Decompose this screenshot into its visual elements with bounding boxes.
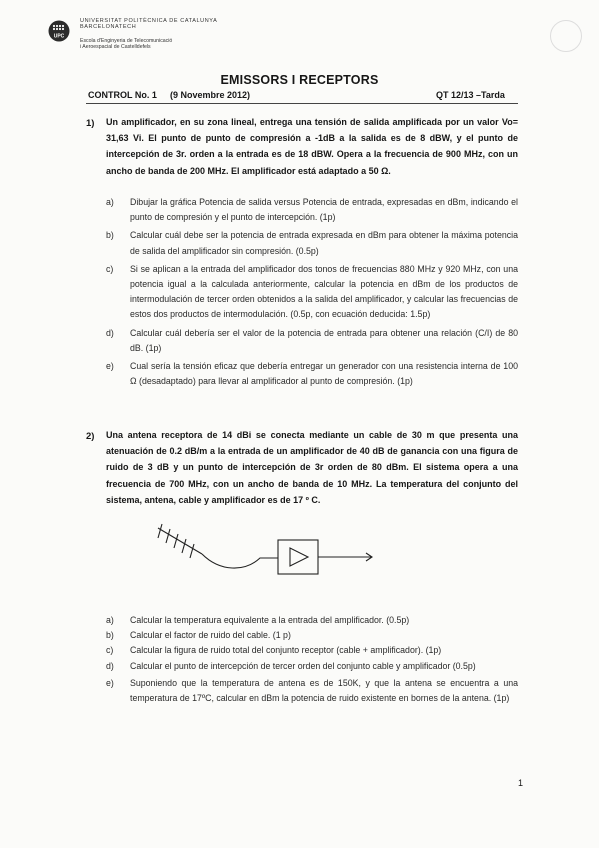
university-name xyxy=(80,18,217,30)
list-item: d) Calcular cuál debería ser el valor de la potencia de entrada para obtener una relación (C/I) de 80 dB. (1p) xyxy=(106,327,518,353)
antenna-boom xyxy=(158,528,202,554)
list-item: c) Calcular la figura de ruido total del conjunto receptor (cable + amplificador). (1p) xyxy=(106,645,442,656)
question-2-number: 2) xyxy=(86,431,95,442)
antenna-element xyxy=(166,529,170,543)
school-name xyxy=(80,38,172,50)
question-2-text: Una antena receptora de 14 dBi se conecta mediante un cable de 30 m que presenta una atenuación de 0.2 dB/m a la entrada de un amplificador de 40 dB de ganancia con una figura de ruido de 3 dB y un punto de intercepción de 3r orden de 80 dBm. El sistema opera a una frecuencia de 700 MHz, con un ancho de banda de 10 MHz. La temperatura del conjunto del sistema, antena, cable y amplificador es de 17 º C. xyxy=(106,430,518,505)
question-1-text: Un amplificador, en su zona lineal, entrega una tensión de salida amplificada por un valor Vo= 31,63 Vi. El punto de punto de compresión a -1dB a la salida es de 8 dBW, y el punto de intercepción de 3r. orden a la entrada es de 18 dBW. Opera a la frecuencia de 900 MHz, con un ancho de banda de 200 MHz. El amplificador está adaptado a 50 Ω. xyxy=(106,117,518,176)
list-item: b) Calcular el factor de ruido del cable. (1 p) xyxy=(106,630,291,641)
svg-text:UPC: UPC xyxy=(53,33,65,40)
term-label: QT 12/13 –Tarda xyxy=(436,90,505,100)
antenna-amplifier-diagram xyxy=(150,510,390,590)
amplifier-icon xyxy=(290,548,308,566)
control-number: CONTROL No. 1 xyxy=(88,90,157,100)
university-line-1: UNIVERSITAT POLITÈCNICA DE CATALUNYA xyxy=(80,18,218,24)
school-line-2: i Aeroespacial de Castelldefels xyxy=(80,44,151,50)
header-divider xyxy=(86,103,518,104)
university-line-2: BARCELONATECH xyxy=(80,24,137,31)
list-item: a) Dibujar la gráfica Potencia de salida versus Potencia de entrada, expresadas en dBm, indicando el punto de compresión y el punto de intercepción. (1p) xyxy=(106,197,518,223)
question-1-items xyxy=(106,195,518,389)
antenna-element xyxy=(174,534,178,548)
university-logo-icon xyxy=(48,20,70,42)
question-2-items xyxy=(106,613,518,706)
list-item: e) Suponiendo que la temperatura de antena es de 150K, y que la antena se encuentra a una temperatura de 17ºC, calcular en dBm la potencia de ruido existente en bornes de la antena. (1p) xyxy=(106,677,518,704)
exam-date: (9 Novembre 2012) xyxy=(170,90,251,100)
page-number: 1 xyxy=(518,778,524,788)
faint-stamp-icon xyxy=(550,20,582,52)
amplifier-box xyxy=(278,540,318,574)
cable-line xyxy=(202,554,278,568)
antenna-element xyxy=(158,524,162,538)
school-line-1: Escola d'Enginyeria de Telecomunicació xyxy=(80,38,173,44)
list-item: d) Calcular el punto de intercepción de tercer orden del conjunto cable y amplificador (0.5p) xyxy=(106,660,476,671)
list-item: e) Cual sería la tensión eficaz que debería entregar un generador con una resistencia interna de 100 Ω (desadaptado) para llevar al amplificador al punto de compresión. (1p) xyxy=(106,361,518,387)
page-title: EMISSORS I RECEPTORS xyxy=(220,73,379,87)
list-item: c) Si se aplican a la entrada del amplificador dos tonos de frecuencias 880 MHz y 920 MHz, con una potencia igual a la calculada anteriormente, calcular la potencia en dBm de los productos de intermodulación de tercer orden obtenidos a la salida del amplificador, y calcular las frecuencias de estos dos productos de intermodulación. (0.5p, con ecuación deducida: 1.5p) xyxy=(106,263,518,320)
list-item: b) Calcular cuál debe ser la potencia de entrada expresada en dBm para obtener la máxima potencia de salida del amplificador sin compresión. (0.5p) xyxy=(106,230,518,256)
question-1-number: 1) xyxy=(86,118,95,129)
list-item: a) Calcular la temperatura equivalente a la entrada del amplificador. (0.5p) xyxy=(106,615,410,625)
antenna-element xyxy=(190,544,194,558)
antenna-element xyxy=(182,539,186,553)
